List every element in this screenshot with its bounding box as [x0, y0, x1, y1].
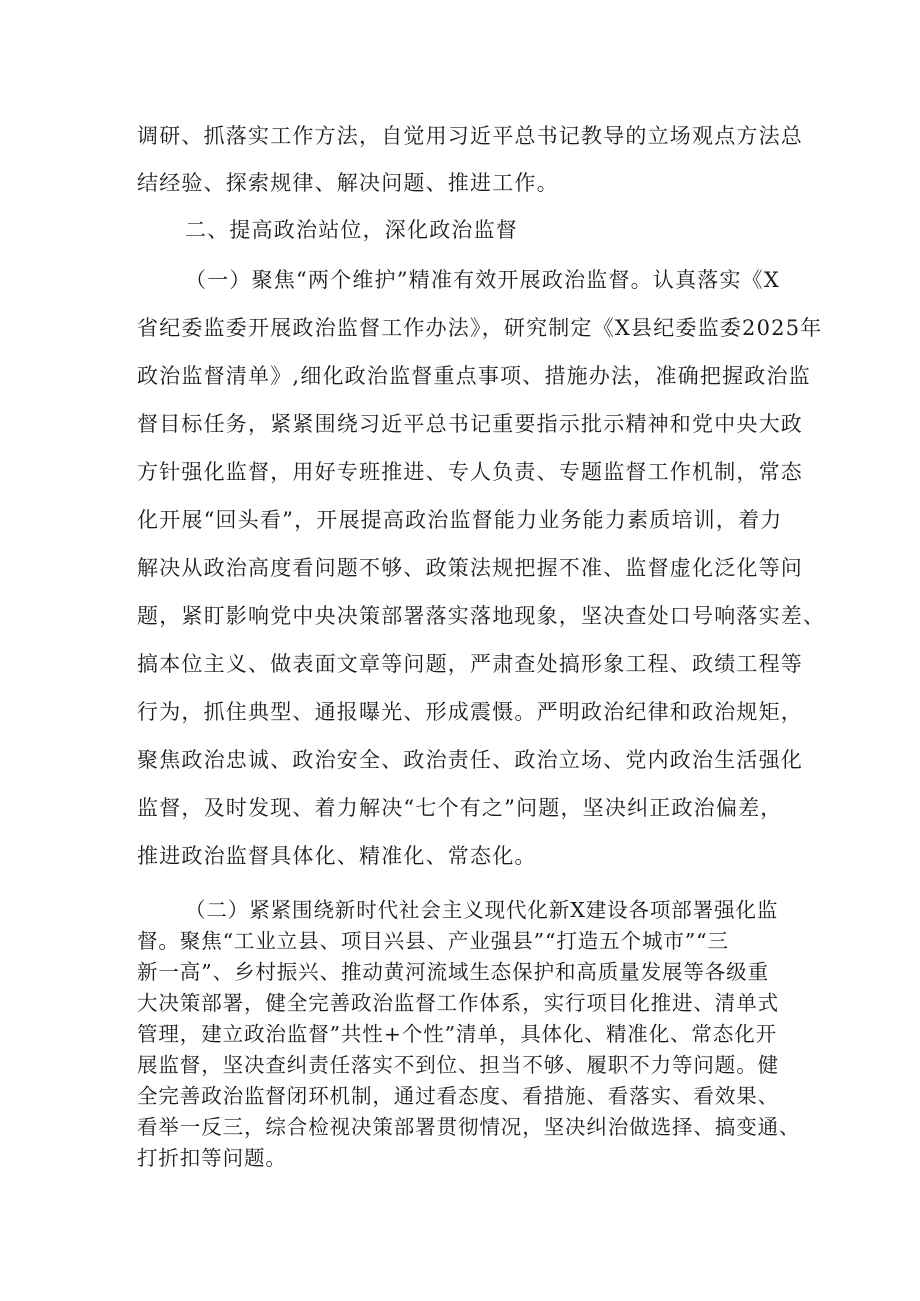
text-line: 全完善政治监督闭环机制，通过看态度、看措施、看落实、看效果、	[137, 1084, 779, 1108]
text-line: 化开展“回头看”，开展提高政治监督能力业务能力素质培训，着力	[137, 508, 783, 532]
text-line: 管理，建立政治监督”共性+个性”清单，具体化、精准化、常态化开	[137, 1022, 778, 1046]
text-line: 调研、抓落实工作方法，自觉用习近平总书记教导的立场观点方法总	[137, 124, 803, 148]
text-line: 解决从政治高度看问题不够、政策法规把握不准、监督虚化泛化等问	[137, 556, 803, 580]
text-line: 大决策部署，健全完善政治监督工作体系，实行项目化推进、清单式	[137, 991, 779, 1015]
text-line: （二）紧紧围绕新时代社会主义现代化新X建设各项部署强化监	[185, 898, 779, 922]
text-line: 行为，抓住典型、通报曝光、形成震慑。严明政治纪律和政治规矩，	[137, 700, 803, 724]
text-line: 督目标任务，紧紧围绕习近平总书记重要指示批示精神和党中央大政	[137, 412, 803, 436]
text-line: （一）聚焦“两个维护”精准有效开展政治监督。认真落实《X	[185, 268, 781, 292]
text-line: 结经验、探索规律、解决问题、推进工作。	[137, 171, 559, 195]
text-line: 聚焦政治忠诚、政治安全、政治责任、政治立场、党内政治生活强化	[137, 748, 803, 772]
text-line: 省纪委监委开展政治监督工作办法》，研究制定《X县纪委监委2025年	[137, 316, 823, 340]
text-line: 看举一反三，综合检视决策部署贯彻情况，坚决纠治做选择、搞变通、	[137, 1115, 801, 1139]
text-line: 推进政治监督具体化、精准化、常态化。	[137, 844, 537, 868]
section-heading: 二、提高政治站位，深化政治监督	[185, 218, 518, 242]
text-line: 督。聚焦“工业立县、项目兴县、产业强县”“打造五个城市”“三	[137, 929, 729, 953]
text-line: 打折扣等问题。	[137, 1146, 287, 1170]
text-line: 监督，及时发现、着力解决“七个有之”问题，坚决纠正政治偏差，	[137, 796, 783, 820]
text-line: 展监督，坚决查纠责任落实不到位、担当不够、履职不力等问题。健	[137, 1053, 779, 1077]
text-line: 新一高”、乡村振兴、推动黄河流域生态保护和高质量发展等各级重	[137, 960, 769, 984]
text-line: 题，紧盯影响党中央决策部署落实落地现象，坚决查处口号响落实差、	[137, 604, 826, 628]
text-line: 政治监督清单》,细化政治监督重点事项、措施办法，准确把握政治监	[137, 364, 811, 388]
text-line: 方针强化监督，用好专班推进、专人负责、专题监督工作机制，常态	[137, 460, 803, 484]
text-line: 搞本位主义、做表面文章等问题，严肃查处搞形象工程、政绩工程等	[137, 652, 803, 676]
